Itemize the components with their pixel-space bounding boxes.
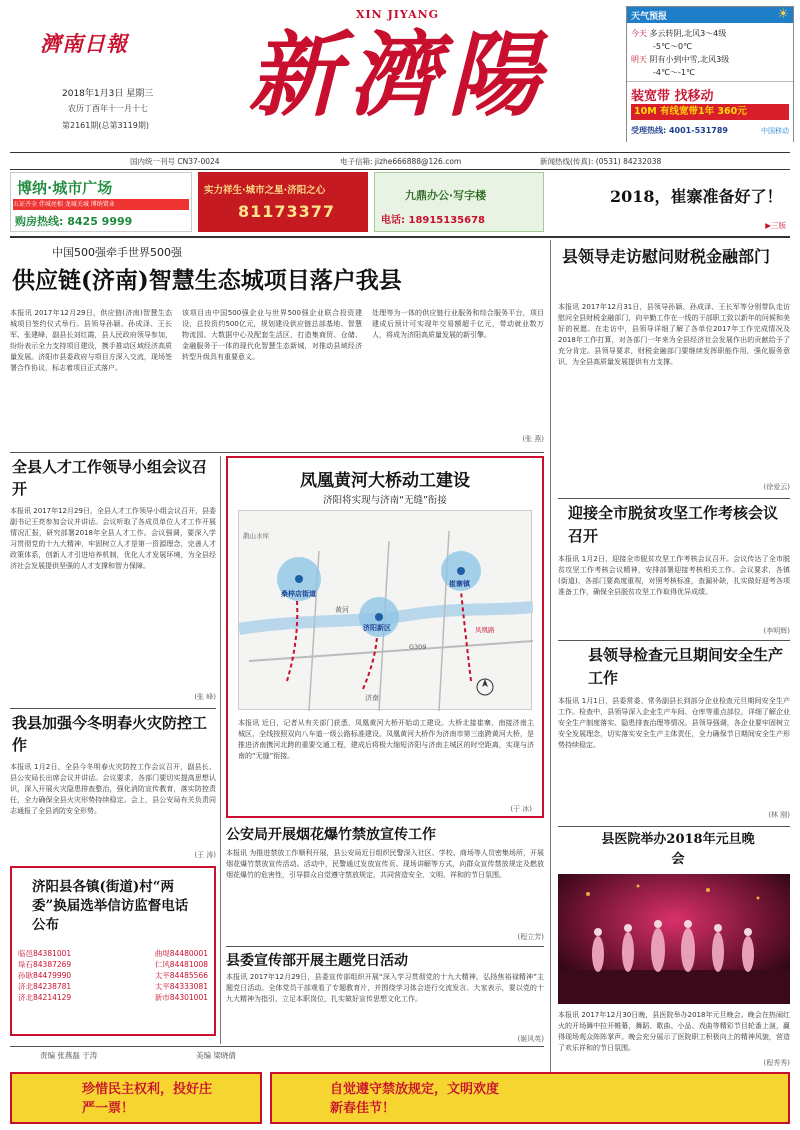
map-label-cuizhai: 崔寨镇 bbox=[449, 580, 470, 588]
broadband-ad-title: 装宽带 找移动 bbox=[631, 89, 714, 104]
fire-story bbox=[10, 712, 216, 862]
party-headline: 县委宣传部开展主题党日活动 bbox=[226, 953, 408, 969]
poverty-headline: 迎接全市脱贫攻坚工作考核会议召开 bbox=[568, 504, 779, 545]
notice-phones: 临邑84381001 曲堤84480001 垛石84387269 仁风84481008 孙耿84479990 太平84485566 济北84238781 太平84333081 济北84214129 新市84301001 bbox=[18, 949, 208, 1002]
fire-author: (王 涛) bbox=[194, 851, 216, 859]
safety-author: (林 刚) bbox=[768, 811, 790, 819]
bridge-author: (于 冰) bbox=[510, 805, 532, 813]
designer-credit: 美编 梁晓倩 bbox=[196, 1051, 236, 1060]
china-mobile-logo: 中国移动 bbox=[761, 127, 789, 135]
ad-xiangsheng bbox=[198, 172, 368, 232]
broadband-ad-hotline: 受理热线: 4001-531789 bbox=[631, 126, 728, 135]
ad-xiangsheng-title: 实力祥生·城市之星·济阳之心 bbox=[204, 185, 326, 196]
ad-jiuding-title: 九鼎办公·写字楼 bbox=[405, 189, 487, 202]
gala-body: 本报讯 2017年12月30日晚，县医院举办2018年元旦晚会。晚会在热闹红火的开场舞中拉开帷幕，舞蹈、歌曲、小品、戏曲等精彩节目轮番上演，赢得现场观众阵阵掌声。晚会充分展示了医院职工积极向上的精神风貌，营造了欢乐祥和的节日氛围。 bbox=[558, 1011, 790, 1052]
email: 电子信箱: jizhe666888@126.com bbox=[340, 157, 462, 166]
broadband-ad-offer: 10M 有线宽带1年 360元 bbox=[631, 104, 789, 120]
lead-story bbox=[10, 242, 544, 450]
teaser-title: 2018，崔寨准备好了！ bbox=[610, 187, 783, 206]
gala-author: (程秀秀) bbox=[763, 1059, 790, 1067]
weather-title: 天气预报 bbox=[631, 12, 668, 22]
ad-jiuding-phone: 电话: 18915135678 bbox=[381, 215, 486, 226]
issue-date: 2018年1月3日 星期三 bbox=[62, 89, 154, 99]
talent-author: (张 峰) bbox=[194, 693, 216, 701]
slogan-left-text: 珍惜民主权利，投好庄严一票！ bbox=[82, 1082, 213, 1116]
safety-headline: 县领导检查元旦期间安全生产工作 bbox=[588, 646, 784, 687]
info-bar bbox=[10, 154, 790, 168]
slogan-right bbox=[270, 1072, 790, 1124]
ad-xiangsheng-phone: 81173377 bbox=[238, 202, 336, 221]
lead-headline: 供应链(济南)智慧生态城项目落户我县 bbox=[12, 267, 402, 294]
finance-body: 本报讯 2017年12月31日，县领导孙颖、孙成泽、王长军等分别带队走访慰问全县财税金融部门，向辛勤工作在一线的干部职工致以新年的问候和美好的祝愿。在走访中，县领导详细了解了各单位2017年工作完成情况及2018年工作打算，对各部门一年来为全县经济社会发展作出的贡献给予了充分肯定。县领导要求，财税金融部门要继续发挥职能作用，强化服务意识，为全县高质量发展提供有力支撑。 bbox=[558, 303, 790, 366]
finance-author: (徐爱云) bbox=[763, 483, 790, 491]
gala-story bbox=[558, 830, 790, 1070]
fire-headline: 我县加强今冬明春火灾防控工作 bbox=[12, 714, 208, 754]
newspaper-title: 新濟陽 bbox=[248, 21, 549, 129]
bridge-subhead: 济阳将实现与济南“无缝”衔接 bbox=[323, 495, 447, 506]
map-label-queshan: 鹊山水库 bbox=[243, 532, 269, 540]
ad-jiuding bbox=[374, 172, 544, 232]
gala-photo bbox=[558, 874, 790, 1004]
pinyin-title: XIN JIYANG bbox=[356, 8, 440, 21]
sun-cloud-icon: ☀ bbox=[777, 7, 789, 22]
slogan-right-text: 自觉遵守禁放规定，文明欢度新春佳节！ bbox=[330, 1082, 500, 1116]
election-notice bbox=[10, 866, 216, 1036]
teaser-cuizhai[interactable] bbox=[552, 172, 790, 232]
bridge-body: 本报讯 近日，记者从有关部门获悉，凤凰黄河大桥开始动工建设。大桥北接崔寨，南接济南主城区，全线按照双向八车道一级公路标准建设。凤凰黄河大桥作为济南市第三座跨黄河大桥，是推进济南携河北跨的重要交通工程，建成后将极大缩短济阳与济南主城区的时空距离，实现与济南的“无缝”衔接。 bbox=[238, 719, 534, 760]
poverty-author: (李明辉) bbox=[763, 627, 790, 635]
talent-story bbox=[10, 456, 216, 706]
fireworks-headline: 公安局开展烟花爆竹禁放宣传工作 bbox=[226, 827, 436, 843]
editor-credit: 责编 张燕磊 于涛 bbox=[40, 1051, 98, 1060]
news-hotline: 新闻热线(传真): (0531) 84232038 bbox=[540, 157, 662, 166]
poverty-body: 本报讯 1月2日，迎接全市脱贫攻坚工作考核会议召开。会议传达了全市脱贫攻坚工作考核会议精神，安排部署迎接考核相关工作。会议要求，各镇(街道)、各部门要高度重视，对照考核标准，查漏补缺，扎实做好迎考各项准备工作，确保全县脱贫攻坚工作取得优异成绩。 bbox=[558, 555, 790, 596]
weather-row-tomorrow-temp: -4℃～-1℃ bbox=[653, 68, 695, 77]
ad-bona-sub: 五证齐全 伴城亮相 龙城关城 博纳置业 bbox=[13, 199, 189, 210]
party-author: (姬风英) bbox=[517, 1035, 544, 1043]
safety-body: 本报讯 1月1日，县委常委、常务副县长到部分企业检查元旦期间安全生产工作。检查中，县领导深入企业生产车间、仓库等重点部位，详细了解企业安全生产制度落实、隐患排查治理等情况。县领导强调，各企业要牢固树立安全发展理念，切实落实安全生产主体责任，全力确保节日期间安全生产形势持续稳定。 bbox=[558, 697, 790, 749]
map-label-sangzidian: 桑梓店街道 bbox=[281, 590, 316, 598]
weather-row-today: 今天 多云转阴,北风3～4级 bbox=[631, 29, 727, 38]
slogan-left bbox=[10, 1072, 262, 1124]
brand-small-logo: 濟南日報 bbox=[40, 31, 128, 56]
map-label-g309: G309 bbox=[409, 643, 427, 651]
weather-row-today-temp: -5℃～0℃ bbox=[653, 42, 693, 51]
map-label-jinan: 济南 bbox=[365, 694, 379, 702]
map-label-jiyang-new: 济阳新区 bbox=[363, 624, 391, 632]
talent-body: 本报讯 2017年12月29日，全县人才工作领导小组会议召开，县委副书记王亮参加会议并讲话。会议听取了各成员单位人才工作开展情况汇报，研究部署2018年全县人才工作。会议强调，要深入学习贯彻党的十九大精神，牢固树立人才是第一资源理念，完善人才政策体系，创新人才引进培养机制，优化人才发展环境，为全县经济社会发展提供坚强的人才支撑和智力保障。 bbox=[10, 507, 216, 570]
gala-headline: 县医院举办2018年元旦晚会 bbox=[601, 832, 755, 867]
poverty-story bbox=[558, 502, 790, 638]
safety-story bbox=[558, 644, 790, 824]
teaser-page-ref: ▶三版 bbox=[765, 221, 786, 230]
map-label-yellow-river: 黄河 bbox=[335, 606, 349, 614]
party-body: 本报讯 2017年12月29日，县委宣传部组织开展“深入学习贯彻党的十九大精神，弘扬焦裕禄精神”主题党日活动。全体党员干部观看了专题教育片，并围绕学习体会进行交流发言。大家表示，要以党的十九大精神为指引，立足本职岗位，扎实做好宣传思想文化工作。 bbox=[226, 973, 544, 1003]
cn-number: 国内统一刊号 CN37-0024 bbox=[130, 157, 220, 166]
lead-author: (张 燕) bbox=[522, 435, 544, 443]
notice-title: 济阳县各镇(街道)村“两委”换届选举信访监督电话公布 bbox=[32, 879, 189, 933]
talent-headline: 全县人才工作领导小组会议召开 bbox=[12, 458, 208, 498]
fireworks-body: 本报讯 为推进禁放工作顺利开展，县公安局近日组织民警深入社区、学校、商场等人员密集场所，开展烟花爆竹禁放宣传活动。活动中，民警通过发放宣传页、现场讲解等方式，向群众宣传禁放规定及燃放烟花爆竹的危害性，引导群众自觉遵守禁放规定，共同营造安全、文明、祥和的节日氛围。 bbox=[226, 849, 544, 879]
fireworks-author: (程立芳) bbox=[517, 933, 544, 941]
fireworks-story bbox=[226, 824, 544, 944]
broadband-ad bbox=[627, 81, 793, 142]
lead-body-col1: 本报讯 2017年12月29日，供应链(济南)智慧生态城项目签约仪式举行。县领导孙颖、孙成泽、王长军、张建峰，副县长刘红霞，县人民政府领导参加，纷纷表示全力支持项目建设，携手推动区域经济高质量发展。济阳市县委政府与项目方深入交流，现场签署合作协议，标志着项目正式落户。 bbox=[10, 309, 172, 372]
lead-body-col2: 该项目由中国500强企业与世界500强企业联合投资建设，总投资约500亿元，规划建设供应链总部基地、智慧物流园、大数据中心及配套生活区，打造集商贸、仓储、金融服务于一体的现代化智慧生态新城，对推动县域经济转型升级具有重要意义。 bbox=[182, 309, 362, 361]
map-label-fenghuang-road: 凤凰路 bbox=[475, 626, 495, 634]
lead-body-col3: 处理等为一体的供应链行业服务和综合服务平台，项目建成后预计可实现年交易额超千亿元，带动就业数万人，将成为济阳高质量发展的新引擎。 bbox=[372, 309, 544, 339]
bridge-story bbox=[226, 456, 544, 818]
lunar-date: 农历丁酉年十一月十七 bbox=[68, 104, 148, 113]
party-story bbox=[226, 950, 544, 1044]
weather-box bbox=[626, 6, 794, 142]
ad-bona-plaza bbox=[10, 172, 192, 232]
ad-bona-name: 博纳·城市广场 bbox=[17, 179, 113, 197]
issue-number: 第2161期(总第3119期) bbox=[62, 121, 149, 130]
lead-kicker: 中国500强牵手世界500强 bbox=[52, 246, 182, 259]
ad-bona-phone: 购房热线: 8425 9999 bbox=[15, 215, 133, 228]
fire-body: 本报讯 1月2日，全县今冬明春火灾防控工作会议召开，副县长、县公安局长出席会议并讲话。会议要求，各部门要切实提高思想认识，深入开展火灾隐患排查整治，强化消防宣传教育，落实防控责任，全力确保全县火灾形势持续稳定。会上，县公安局有关负责同志通报了全县消防安全形势。 bbox=[10, 763, 216, 815]
bridge-map bbox=[238, 510, 532, 710]
finance-headline: 县领导走访慰问财税金融部门 bbox=[562, 247, 771, 266]
weather-row-tomorrow: 明天 阴有小到中雪,北风3级 bbox=[631, 55, 730, 64]
bridge-headline: 凤凰黄河大桥动工建设 bbox=[300, 471, 470, 491]
finance-story bbox=[558, 242, 790, 496]
weather-header bbox=[627, 7, 793, 23]
